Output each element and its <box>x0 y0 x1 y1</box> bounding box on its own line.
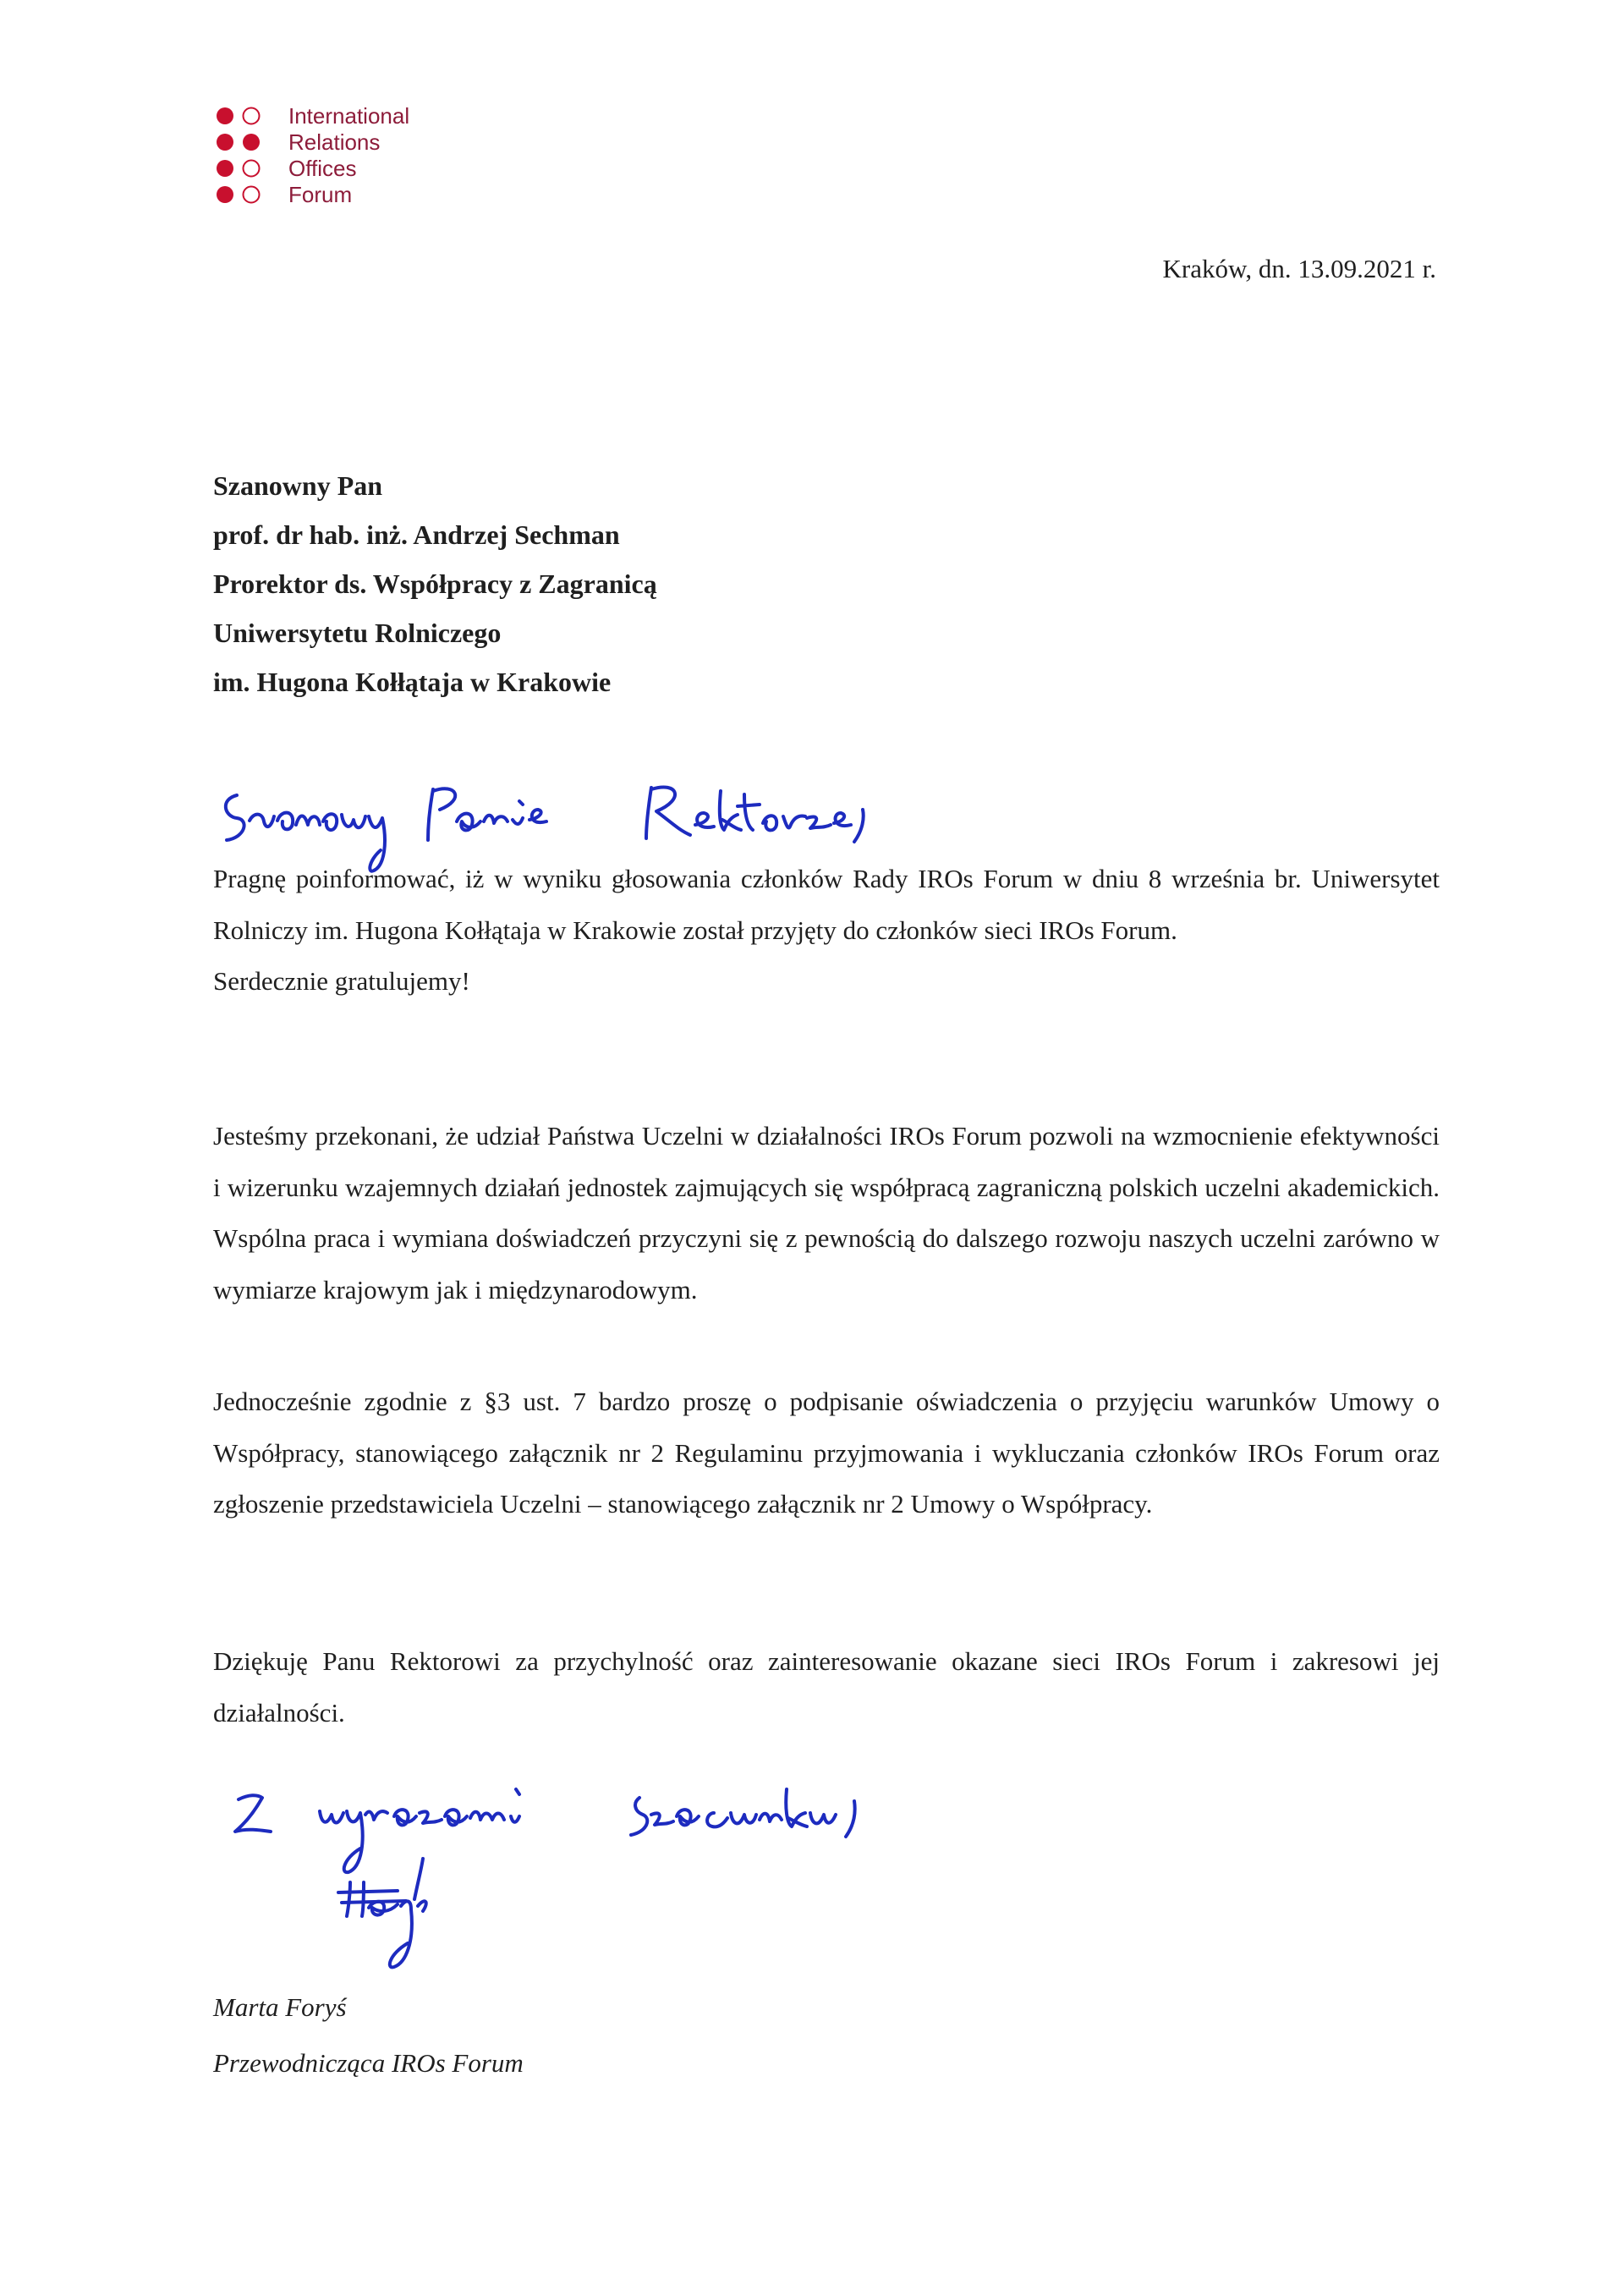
logo-line-2: Relations <box>288 129 381 155</box>
body-paragraph-4 <box>213 1636 1440 1738</box>
logo-line-1: International <box>288 103 410 129</box>
signatory-block <box>213 1980 524 2091</box>
paragraph-text: Pragnę poinformować, iż w wyniku głosowania członków Rady IROs Forum w dniu 8 września br. Uniwersytet Rolniczy im. Hugona Kołłątaja w Krakowie został przyjęty do członków sieci IROs Forum. <box>213 864 1440 945</box>
addressee-line-5: im. Hugona Kołłątaja w Krakowie <box>213 667 612 697</box>
signatory-title: Przewodnicząca IROs Forum <box>213 2048 524 2078</box>
addressee-line-1: Szanowny Pan <box>213 470 383 501</box>
signatory-name: Marta Foryś <box>213 1992 347 2022</box>
body-paragraph-2 <box>213 1111 1440 1316</box>
congratulations-text: Serdecznie gratulujemy! <box>213 966 470 996</box>
paragraph-text: Jednocześnie zgodnie z §3 ust. 7 bardzo proszę o podpisanie oświadczenia o przyjęciu warunków Umowy o Współpracy, stanowiącego załącznik nr 2 Regulaminu przyjmowania i wykluczania członków IROs Forum oraz zgłoszenie przedstawiciela Uczelni – stanowiącego załącznik nr 2 Umowy o Współpracy. <box>213 1387 1440 1519</box>
body-paragraph-1 <box>213 854 1440 1008</box>
addressee-block <box>213 461 657 706</box>
iros-forum-logo <box>214 103 468 217</box>
logo-line-4: Forum <box>288 182 353 207</box>
logo-text <box>288 103 409 208</box>
addressee-line-4: Uniwersytetu Rolniczego <box>213 618 502 648</box>
paragraph-text: Dziękuję Panu Rektorowi za przychylność oraz zainteresowanie okazane sieci IROs Forum i zakresowi jej działalności. <box>213 1646 1440 1727</box>
addressee-line-3: Prorektor ds. Współpracy z Zagranicą <box>213 569 657 599</box>
logo-line-3: Offices <box>288 156 357 181</box>
signature-scribble <box>330 1848 541 1975</box>
paragraph-text: Jesteśmy przekonani, że udział Państwa Uczelni w działalności IROs Forum pozwoli na wzmocnienie efektywności i wizerunku wzajemnych działań jednostek zajmujących się współpracą zagraniczną polskich uczelni akademickich. Wspólna praca i wymiana doświadczeń przyczyni się z pewnością do dalszego rozwoju naszych uczelni zarówno w wymiarze krajowym jak i międzynarodowym. <box>213 1121 1440 1305</box>
logo-dots-icon <box>214 103 282 213</box>
addressee-line-2: prof. dr hab. inż. Andrzej Sechman <box>213 519 620 550</box>
letter-date: Kraków, dn. 13.09.2021 r. <box>1162 254 1436 283</box>
body-paragraph-3 <box>213 1376 1440 1530</box>
